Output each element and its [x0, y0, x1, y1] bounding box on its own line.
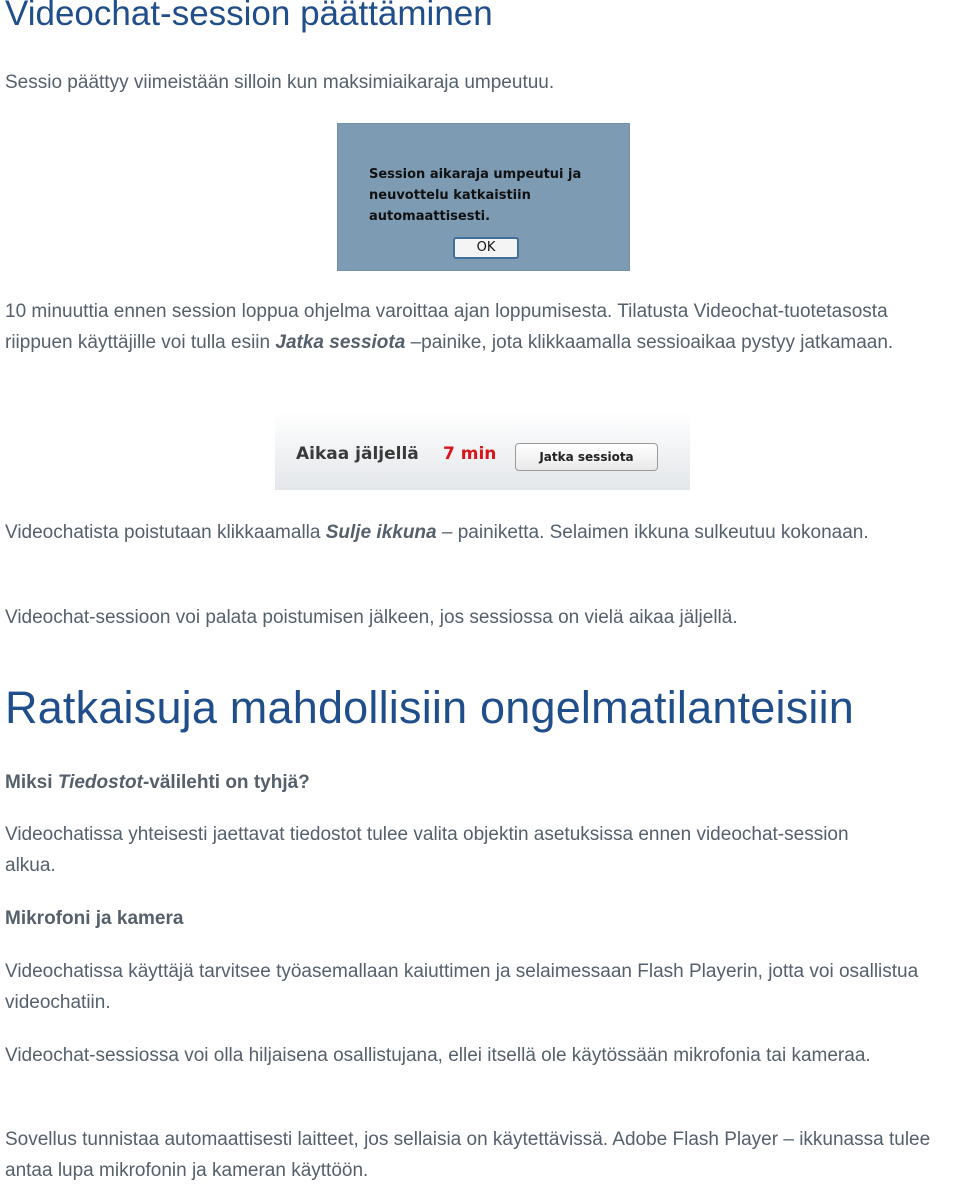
close-text-2: – painiketta. Selaimen ikkuna sulkeutuu kokonaan. [436, 522, 869, 543]
page-title: Videochat-session päättäminen [5, 0, 493, 33]
return-paragraph: Videochat-sessioon voi palata poistumisen jälkeen, jos sessiossa on vielä aikaa jäljellä. [5, 607, 738, 628]
files-tab-emphasis: Tiedostot [57, 772, 143, 793]
time-remaining-label: Aikaa jäljellä [296, 444, 419, 464]
close-window-emphasis: Sulje ikkuna [325, 522, 437, 543]
mic-paragraph-1: Videochatissa käyttäjä tarvitsee työasemallaan kaiuttimen ja selaimessaan Flash Playerin, jotta voi osallistua videochatiin. [5, 961, 919, 1013]
session-end-paragraph: Sessio päättyy viimeistään silloin kun maksimiaikaraja umpeutuu. [5, 72, 555, 93]
troubleshooting-heading: Ratkaisuja mahdollisiin ongelmatilanteisiin [5, 682, 855, 733]
files-tab-question [5, 772, 310, 794]
time-remaining-screenshot [275, 412, 690, 490]
mic-camera-heading: Mikrofoni ja kamera [5, 908, 184, 929]
time-remaining-value: 7 min [443, 444, 497, 464]
continue-session-button: Jatka sessiota [515, 443, 658, 471]
warning-text-1: 10 minuuttia ennen session loppua ohjelma varoittaa ajan loppumisesta. Tilatusta Videochat-tuotetasosta riippuen käyttäjille voi tulla esiin [5, 301, 888, 353]
files-question-2: -välilehti on tyhjä? [142, 772, 310, 793]
files-question-1: Miksi [5, 772, 58, 793]
warning-text-2: –painike, jota klikkaamalla sessioaikaa pystyy jatkamaan. [405, 332, 894, 353]
mic-paragraph-2: Videochat-sessiossa voi olla hiljaisena osallistujana, ellei itsellä ole käytössään mikrofonia tai kameraa. [5, 1045, 871, 1066]
warning-paragraph [5, 296, 960, 358]
close-paragraph [5, 517, 960, 548]
dialog-message: Session aikaraja umpeutui ja neuvottelu katkaistiin automaattisesti. [369, 167, 582, 224]
files-answer: Videochatissa yhteisesti jaettavat tiedostot tulee valita objektin asetuksissa ennen videochat-session alkua. [5, 824, 849, 876]
dialog-ok-button: OK [453, 237, 519, 259]
timeout-dialog-screenshot [337, 123, 630, 271]
mic-paragraph-3: Sovellus tunnistaa automaattisesti laitteet, jos sellaisia on käytettävissä. Adobe Flash Player – ikkunassa tulee antaa lupa mikrofonin ja kameran käyttöön. [5, 1129, 931, 1181]
close-text-1: Videochatista poistutaan klikkaamalla [5, 522, 326, 543]
continue-session-emphasis: Jatka sessiota [275, 332, 406, 353]
